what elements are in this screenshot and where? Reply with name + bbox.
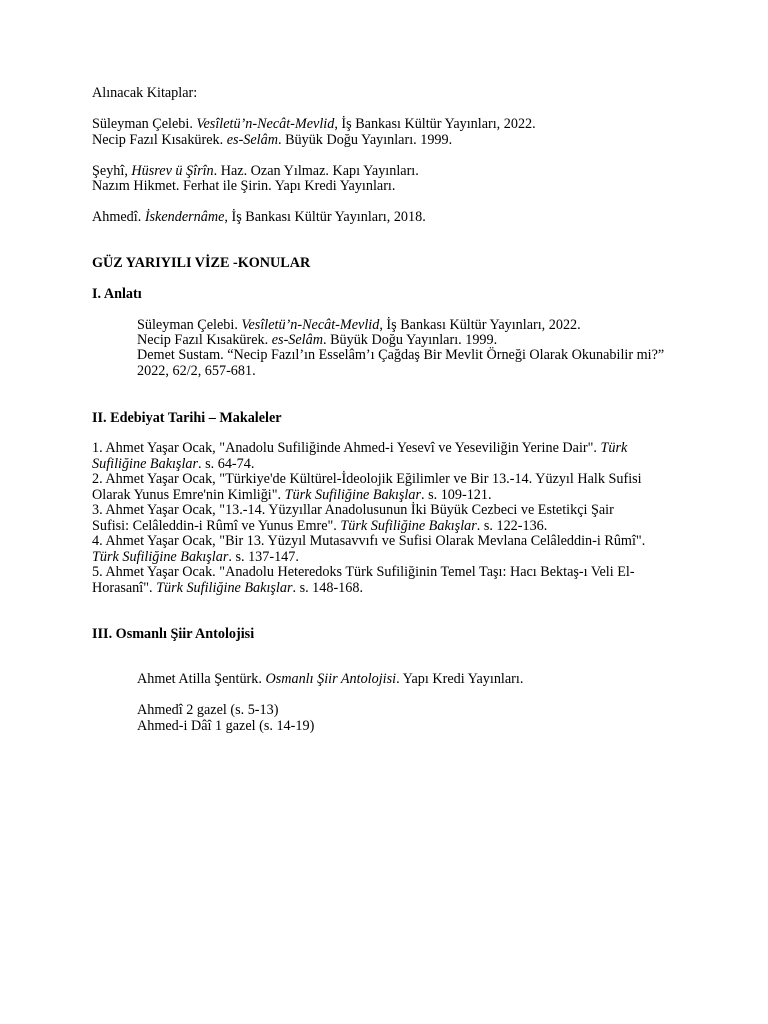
- reading-entry: [137, 348, 677, 364]
- section-heading-text: I. Anlatı: [92, 286, 142, 302]
- book-text: Nazım Hikmet. Ferhat ile Şirin. Yapı Kredi Yayınları.: [92, 178, 396, 194]
- article-journal: Türk Sufiliğine Bakışlar: [340, 517, 477, 534]
- reading-text: Demet Sustam. “Necip Fazıl’ın Esselâm’ı Çağdaş Bir Mevlit Örneği Olarak Okunabilir mi?”: [137, 347, 665, 363]
- reading-publisher: , İş Bankası Kültür Yayınları, 2022.: [379, 317, 581, 333]
- article-list: [92, 441, 652, 596]
- reading-author: Süleyman Çelebi.: [137, 317, 242, 333]
- anthology-item-text: Ahmedî 2 gazel (s. 5-13): [137, 702, 279, 718]
- anthology-item: [137, 719, 677, 735]
- book-title: İskendernâme: [144, 209, 225, 225]
- reading-title: es-Selâm: [271, 332, 323, 348]
- book-entry: [92, 133, 672, 149]
- article-item: [92, 441, 652, 472]
- anthology-title: Osmanlı Şiir Antolojisi: [265, 671, 397, 687]
- anthology-book: [137, 672, 677, 688]
- article-item: [92, 503, 652, 534]
- article-text: 1. Ahmet Yaşar Ocak, "Anadolu Sufiliğinde Ahmed-i Yesevî ve Yeseviliğin Yerine Dair".: [92, 440, 601, 456]
- reading-text: 2022, 62/2, 657-681.: [137, 363, 256, 379]
- article-journal: Türk Sufiliğine Bakışlar: [284, 486, 421, 503]
- book-title: Hüsrev ü Şîrîn: [131, 163, 214, 179]
- article-item: [92, 565, 652, 596]
- article-item: [92, 472, 652, 503]
- article-text: 4. Ahmet Yaşar Ocak, "Bir 13. Yüzyıl Mutasavvıfı ve Sufisi Olarak Mevlana Celâleddin-i Rûmî".: [92, 533, 646, 549]
- book-author: Süleyman Çelebi.: [92, 116, 197, 132]
- section-heading-text: III. Osmanlı Şiir Antolojisi: [92, 626, 255, 642]
- reading-author: Necip Fazıl Kısakürek.: [137, 332, 272, 348]
- article-item: [92, 534, 652, 565]
- article-journal: Türk Sufiliğine Bakışlar: [92, 440, 628, 472]
- section-heading-antoloji: [92, 627, 672, 643]
- book-entry: [92, 210, 672, 226]
- main-title-text: GÜZ YARIYILI VİZE -KONULAR: [92, 255, 311, 271]
- book-author: Necip Fazıl Kısakürek.: [92, 132, 227, 148]
- section-heading-anlati: [92, 287, 672, 303]
- books-list-title: [92, 86, 672, 102]
- reading-publisher: . Büyük Doğu Yayınları. 1999.: [322, 332, 498, 348]
- article-pages: . s. 148-168.: [292, 579, 364, 596]
- book-author: Ahmedî.: [92, 209, 145, 225]
- book-author: Şeyhî,: [92, 163, 132, 179]
- anthology-item-text: Ahmed-i Dâî 1 gazel (s. 14-19): [137, 718, 315, 734]
- book-publisher: . Haz. Ozan Yılmaz. Kapı Yayınları.: [213, 163, 419, 179]
- section-heading-makaleler: [92, 411, 672, 427]
- anthology-author: Ahmet Atilla Şentürk.: [137, 671, 266, 687]
- article-text: 2. Ahmet Yaşar Ocak, "Türkiye'de Kültürel-İdeolojik Eğilimler ve Bir 13.-14. Yüzyıl Halk Sufisi Olarak Yunus Emre'nin Kimliği".: [92, 471, 642, 503]
- reading-title: Vesîletü’n-Necât-Mevlid: [241, 317, 380, 333]
- anthology-publisher: . Yapı Kredi Yayınları.: [396, 671, 524, 687]
- book-publisher: , İş Bankası Kültür Yayınları, 2022.: [334, 116, 536, 132]
- article-pages: . s. 122-136.: [476, 517, 548, 534]
- article-pages: . s. 109-121.: [420, 486, 492, 503]
- book-entry: [92, 117, 672, 133]
- article-pages: . s. 64-74.: [198, 455, 255, 472]
- book-title: es-Selâm: [226, 132, 278, 148]
- main-title: [92, 256, 672, 272]
- article-text: 3. Ahmet Yaşar Ocak, "13.-14. Yüzyıllar Anadolusunun İki Büyük Cezbeci ve Estetikçi Şair Sufisi: Celâleddin-i Rûmî ve Yunus Emre".: [92, 502, 614, 534]
- book-entry: [92, 179, 672, 195]
- article-text: 5. Ahmet Yaşar Ocak. "Anadolu Heteredoks Türk Sufiliğinin Temel Taşı: Hacı Bektaş-ı Veli El-Horasanî".: [92, 564, 635, 596]
- book-publisher: , İş Bankası Kültür Yayınları, 2018.: [224, 209, 426, 225]
- book-title: Vesîletü’n-Necât-Mevlid: [196, 116, 335, 132]
- anthology-item: [137, 703, 677, 719]
- reading-entry-continued: [137, 364, 677, 380]
- article-journal: Türk Sufiliğine Bakışlar: [92, 548, 229, 565]
- section-heading-text: II. Edebiyat Tarihi – Makaleler: [92, 410, 282, 426]
- article-journal: Türk Sufiliğine Bakışlar: [156, 579, 293, 596]
- book-publisher: . Büyük Doğu Yayınları. 1999.: [277, 132, 453, 148]
- article-pages: . s. 137-147.: [228, 548, 299, 565]
- books-list-title-text: Alınacak Kitaplar:: [92, 85, 198, 101]
